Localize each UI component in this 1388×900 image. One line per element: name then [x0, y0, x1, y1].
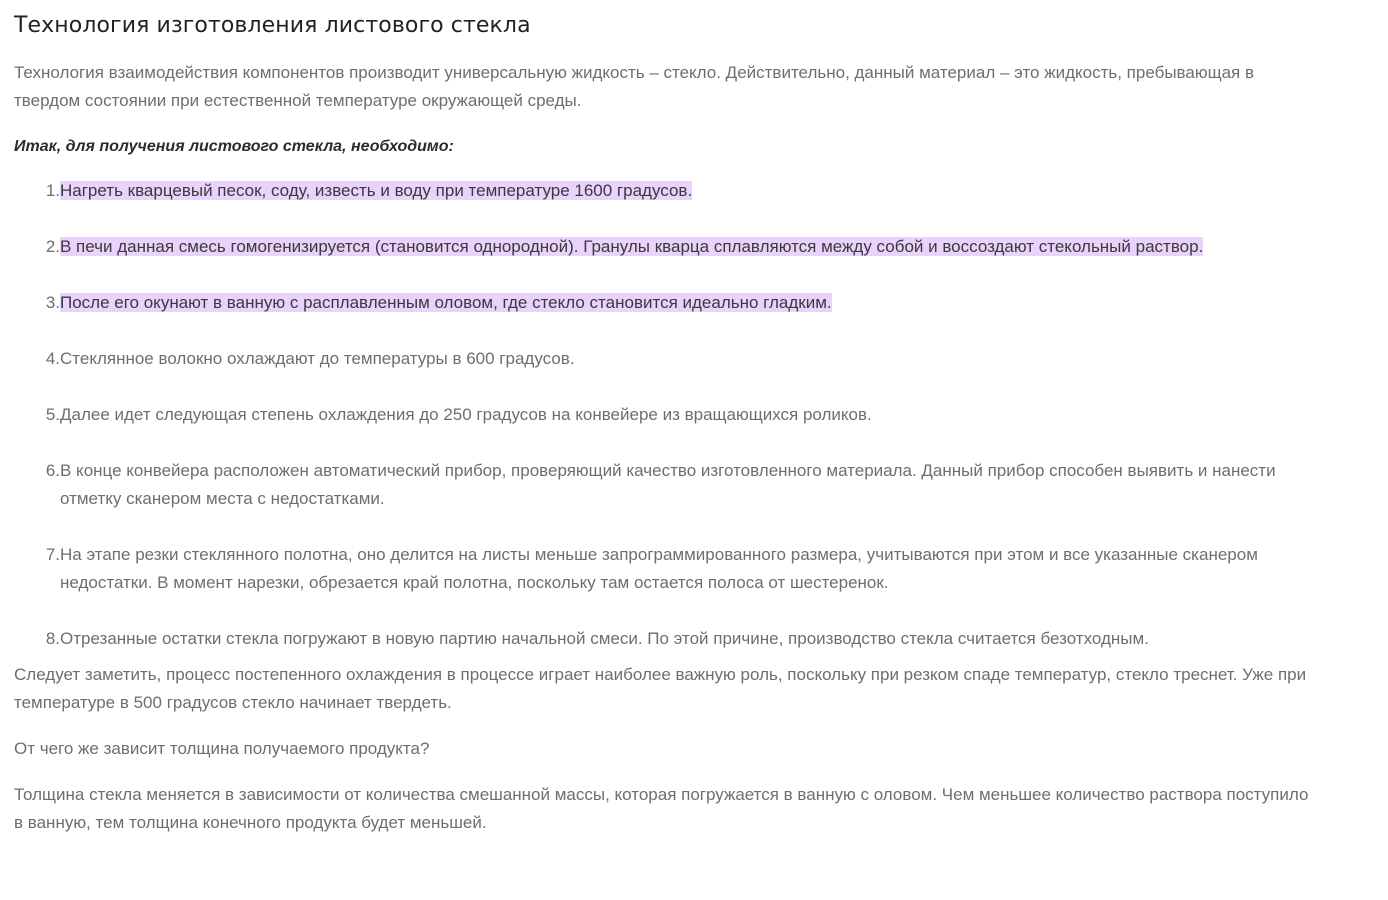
list-item-text-highlighted: Нагреть кварцевый песок, соду, известь и воду при температуре 1600 градусов.	[60, 181, 693, 200]
question-paragraph: От чего же зависит толщина получаемого продукта?	[14, 739, 430, 758]
list-item-text: Стеклянное волокно охлаждают до температуры в 600 градусов.	[60, 349, 575, 368]
thickness-paragraph: Толщина стекла меняется в зависимости от количества смешанной массы, которая погружается в ванную с оловом. Чем меньшее количество раствора поступило в ванную, тем толщина конечного продукта будет меньшей.	[14, 785, 1309, 832]
list-item	[14, 625, 1374, 653]
list-item-text: На этапе резки стеклянного полотна, оно делится на листы меньше запрограммированного размера, учитываются при этом и все указанные сканером недостатки. В момент нарезки, обрезается край полотна, поскольку там остается полоса от шестеренок.	[60, 545, 1258, 592]
list-item-text-highlighted: После его окунают в ванную с расплавленным оловом, где стекло становится идеально гладким.	[60, 293, 832, 312]
list-item	[14, 457, 1374, 513]
list-item-number: 3.	[45, 293, 60, 312]
list-item-text: Далее идет следующая степень охлаждения до 250 градусов на конвейере из вращающихся роликов.	[60, 405, 872, 424]
cooling-paragraph: Следует заметить, процесс постепенного охлаждения в процессе играет наиболее важную роль, поскольку при резком спаде температур, стекло треснет. Уже при температуре в 500 градусов стекло начинает твердеть.	[14, 665, 1307, 712]
lead-paragraph: Итак, для получения листового стекла, необходимо:	[14, 138, 454, 155]
list-item-number: 8.	[45, 629, 60, 648]
list-item	[14, 233, 1374, 261]
list-item-number: 1.	[45, 181, 60, 200]
list-item-text-highlighted: В печи данная смесь гомогенизируется (становится однородной). Гранулы кварца сплавляются между собой и воссоздают стекольный раствор.	[60, 237, 1204, 256]
list-item-text: Отрезанные остатки стекла погружают в новую партию начальной смеси. По этой причине, производство стекла считается безотходным.	[60, 629, 1149, 648]
list-item-number: 6.	[45, 461, 60, 480]
list-item	[14, 345, 1374, 373]
list-item	[14, 401, 1374, 429]
list-item	[14, 541, 1374, 597]
list-item-number: 7.	[45, 545, 60, 564]
intro-paragraph: Технология взаимодействия компонентов производит универсальную жидкость – стекло. Действительно, данный материал – это жидкость, пребывающая в твердом состоянии при естественной температуре окружающей среды.	[14, 63, 1255, 110]
list-item	[14, 289, 1374, 317]
article-title: Технология изготовления листового стекла	[14, 13, 531, 38]
steps-list	[14, 177, 1374, 653]
list-item-number: 4.	[45, 349, 60, 368]
list-item-number: 2.	[45, 237, 60, 256]
list-item	[14, 177, 1374, 205]
list-item-number: 5.	[45, 405, 60, 424]
list-item-text: В конце конвейера расположен автоматический прибор, проверяющий качество изготовленного материала. Данный прибор способен выявить и нанести отметку сканером места с недостатками.	[60, 461, 1276, 508]
